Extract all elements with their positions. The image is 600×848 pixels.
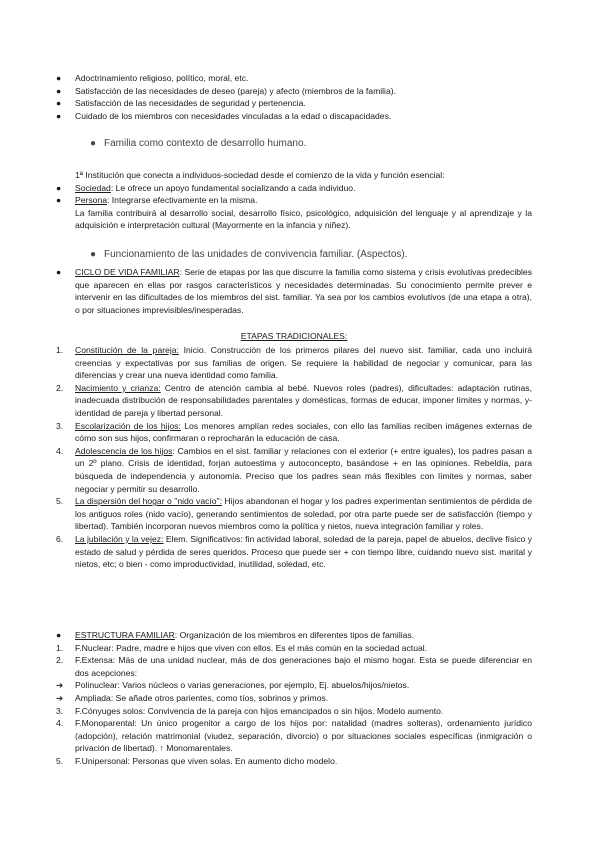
list-item-sociedad: ● Sociedad: Le ofrece un apoyo fundamental socializando a cada individuo. — [56, 182, 356, 193]
estructura-block — [56, 629, 532, 768]
bullet-icon: ● — [90, 138, 97, 149]
list-item: 2. Nacimiento y crianza: Centro de atención cambia al bebé. Nuevos roles (padres), dificultades: adaptación rutinas, inadecuada distribución de responsabilidades parentales y domésticas, formas de educar, imponer límites y normas, y- identidad de pareja y libertad personal. — [56, 382, 532, 418]
list-item-ciclo: ● CICLO DE VIDA FAMILIAR: Serie de etapas por las que discurre la familia como sistema y crisis evolutivas predecibles que aparecen en ellas por rasgos característicos y necesidades determinadas. Su conocimiento permite prever e intervenir en las dificultades de los miembros del sist. familiar. Ya sea por los cambios evolutivos (de una etapa a otra), o por situaciones imprevisibles/inesperadas. — [56, 267, 532, 315]
list-item: ● Cuidado de los miembros con necesidades vinculadas a la edad o discapacidades. — [56, 110, 392, 121]
list-item: ● Satisfacción de las necesidades de deseo (pareja) y afecto (miembros de la familia). — [56, 85, 396, 96]
list-item-persona: ● Persona: Integrarse efectivamente en la misma. — [56, 195, 258, 206]
list-item: 3. F.Cónyuges solos: Convivencia de la pareja con hijos emancipados o sin hijos. Modelo aumento. — [56, 705, 444, 716]
list-item: 1. F.Nuclear: Padre, madre e hijos que viven con ellos. Es el más común en la sociedad actual. — [56, 642, 428, 653]
section1-body — [56, 169, 532, 232]
bullet-icon: ● — [56, 110, 62, 121]
top-bullet-list — [56, 72, 532, 122]
section-heading-funcionamiento: ● Funcionamiento de las unidades de convivencia familiar. (Aspectos). — [90, 249, 408, 260]
list-item: ➔ Ampliada: Se añade otros parientes, como tíos, sobrinos y primos. — [56, 692, 329, 703]
list-item: 1. Constitución de la pareja: Inicio. Construcción de los primeros pilares del nuevo sist. familiar, cada uno incluirá creencias y expectativas por sus familias de origen. Se requiere la habilidad de negociar y comunicar, para las diferencias y crear una nueva identidad como familia. — [56, 345, 532, 381]
etapas-title: ETAPAS TRADICIONALES: — [240, 331, 348, 341]
section-heading-familia: ● Familia como contexto de desarrollo humano. — [90, 138, 307, 149]
section1-family-text: La familia contribuirá al desarrollo social, desarrollo físico, psicológico, adquisición del lenguaje y al aprendizaje y la adquisición e interpretación cultural (Mayormente en la infancia y niñez). — [75, 207, 532, 231]
bullet-icon: ● — [56, 85, 62, 96]
etapas-list — [56, 344, 532, 571]
list-item: 5. F.Unipersonal: Personas que viven solas. En aumento dicho modelo. — [56, 755, 338, 766]
list-item: 6. La jubilación y la vejez: Elem. Significativos: fin actividad laboral, soledad de la pareja, papel de abuelos, declive físico y estado de salud y pérdida de seres queridos. Proceso que puede ser + con tiempo libre, cuidando nuevo sist. marital y nietos, etc; o bien - como improductividad, inutilidad, soledad, etc. — [56, 533, 532, 570]
arrow-right-icon: ➔ — [56, 692, 64, 703]
bullet-icon: ● — [56, 98, 62, 109]
list-item: 4. F.Monoparental: Un único progenitor a cargo de los hijos por: natalidad (madres solteras), ordenamiento jurídico (adopción), relación matrimonial (viudez, separación, divorcio) o por situaciones sociales específicas (inmigración o privación de libertad). ↑ Monomarentales. — [56, 718, 532, 754]
bullet-icon: ● — [56, 182, 62, 193]
section1-intro: 1ª Institución que conecta a individuos-sociedad desde el comienzo de la vida y función esencial: — [75, 170, 445, 180]
bullet-icon: ● — [56, 630, 62, 640]
list-item: 5. La dispersión del hogar o "nido vacío": Hijos abandonan el hogar y los padres experimentan sentimientos de pérdida de los antiguos roles (nido vacío), generando sentimientos de soledad, por otra parte puede ser de satisfacción (tiempo y libertad). También incorporan nuevos miembros como la política y nietos, nueva integración familiar y roles. — [56, 496, 532, 532]
list-item: ● Adoctrinamiento religioso, político, moral, etc. — [56, 73, 249, 83]
list-item: ➔ Polinuclear: Varios núcleos o varias generaciones, por ejemplo, Ej. abuelos/hijos/nietos. — [56, 680, 410, 691]
bullet-icon: ● — [90, 249, 97, 260]
list-item: 2. F.Extensa: Más de una unidad nuclear, más de dos generaciones bajo el mismo hogar. Esta se puede diferenciar en dos acepciones: — [56, 655, 532, 678]
ciclo-vida-block — [56, 266, 532, 316]
arrow-right-icon: ➔ — [56, 680, 64, 691]
bullet-icon: ● — [56, 267, 62, 277]
list-item-estructura: ● ESTRUCTURA FAMILIAR: Organización de los miembros en diferentes tipos de familias. — [56, 630, 415, 640]
list-item: 3. Escolarización de los hijos: Los menores amplían redes sociales, con ello las familias reciben imágenes externas de cómo son sus hijos, confirmaran o reprocharán la educación de casa. — [56, 420, 532, 444]
bullet-icon: ● — [56, 195, 62, 206]
bullet-icon: ● — [56, 73, 62, 83]
list-item: ● Satisfacción de las necesidades de seguridad y pertenencia. — [56, 98, 306, 109]
list-item: 4. Adolescencia de los hijos: Cambios en el sist. familiar y relaciones con el exterior (+ entre iguales), los padres pasan a un 2º plano. Crisis de identidad, forjan autoestima y autoconcepto, basándose + en las opiniones. Rebeldía, para búsqueda de independencia y autonomía. Preciso que los padres sean más flexibles con límites y normas, saber negociar y permitir su desarrollo. — [56, 445, 533, 494]
